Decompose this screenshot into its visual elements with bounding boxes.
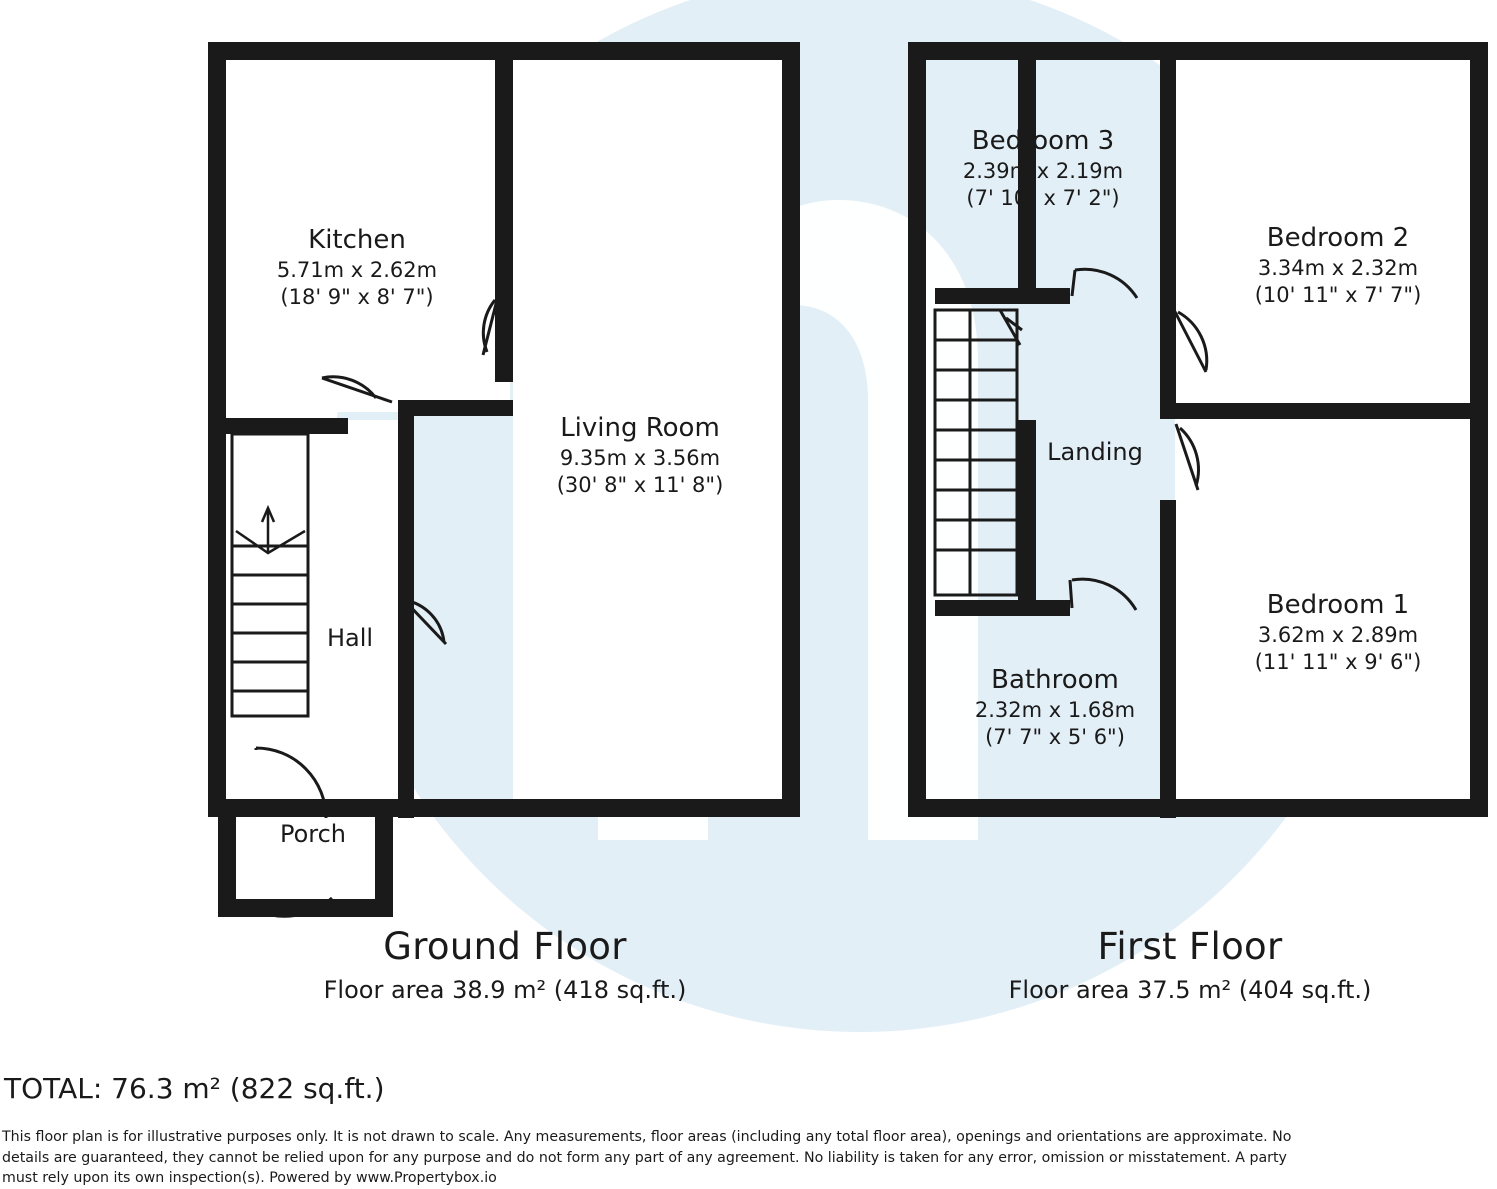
room-dimensions-metric: 2.39m x 2.19m — [962, 159, 1124, 184]
total-area-label: TOTAL: 76.3 m² (822 sq.ft.) — [4, 1072, 385, 1105]
room-dimensions-metric: 9.35m x 3.56m — [559, 446, 721, 471]
room-dimensions-metric: 3.34m x 2.32m — [1257, 256, 1419, 281]
room-name: Bedroom 2 — [1266, 223, 1410, 253]
room-dimensions-imperial: (10' 11" x 7' 7") — [1254, 283, 1422, 308]
room-label-kitchen — [212, 224, 502, 311]
room-label-bedroom-2 — [1193, 222, 1483, 309]
room-name: Bedroom 1 — [1266, 590, 1410, 620]
room-label-bedroom-1 — [1193, 589, 1483, 676]
room-dimensions-imperial: (11' 11" x 9' 6") — [1254, 650, 1422, 675]
floor-title-first — [880, 925, 1497, 1004]
room-label-landing — [1020, 437, 1170, 468]
room-name: Bathroom — [991, 665, 1119, 695]
room-dimensions-metric: 5.71m x 2.62m — [276, 258, 438, 283]
room-dimensions-imperial: (18' 9" x 8' 7") — [280, 285, 434, 310]
room-label-bathroom — [925, 664, 1185, 751]
room-dimensions-imperial: (7' 7" x 5' 6") — [985, 725, 1125, 750]
room-label-living-room — [495, 412, 785, 499]
room-name: Hall — [326, 624, 374, 652]
room-dimensions-metric: 3.62m x 2.89m — [1257, 623, 1419, 648]
room-label-hall — [290, 623, 410, 654]
room-label-porch — [248, 819, 378, 850]
room-dimensions-imperial: (7' 10" x 7' 2") — [966, 186, 1120, 211]
floor-area-text: Floor area 38.9 m² (418 sq.ft.) — [323, 976, 687, 1004]
room-name: Kitchen — [308, 225, 406, 255]
room-name: Bedroom 3 — [971, 126, 1115, 156]
room-name: Porch — [279, 820, 347, 848]
room-label-bedroom-3 — [908, 125, 1178, 212]
disclaimer-text: This floor plan is for illustrative purposes only. It is not drawn to scale. Any measurements, floor areas (including any total floor area), openings and orientations are approximate. No details are guaranteed, they cannot be relied upon for any purpose and do not form any part of any agreement. No liability is taken for any error, omission or misstatement. A party must rely upon its own inspection(s). Powered by www.Propertybox.io — [2, 1129, 1292, 1187]
room-dimensions-metric: 2.32m x 1.68m — [974, 698, 1136, 723]
floor-title-text: First Floor — [1097, 925, 1283, 968]
floor-title-ground — [195, 925, 815, 1004]
floor-area-text: Floor area 37.5 m² (404 sq.ft.) — [1008, 976, 1372, 1004]
floor-title-text: Ground Floor — [383, 925, 627, 968]
room-name: Landing — [1047, 438, 1143, 466]
room-dimensions-imperial: (30' 8" x 11' 8") — [556, 473, 724, 498]
room-name: Living Room — [560, 413, 720, 443]
